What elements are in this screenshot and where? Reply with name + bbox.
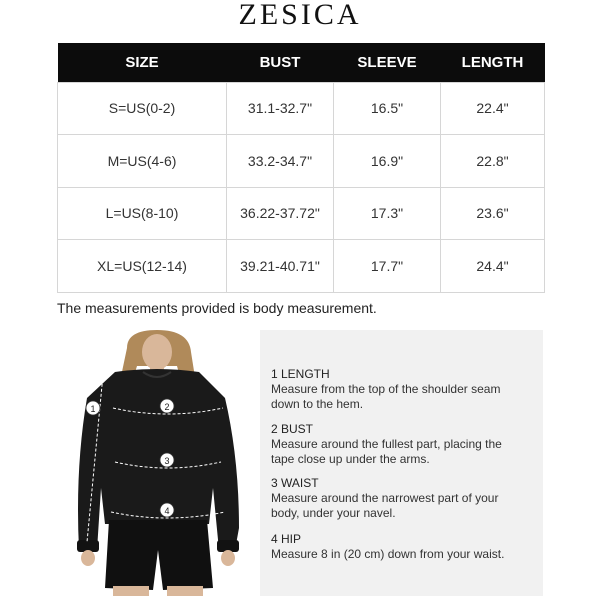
guide-title: 3 WAIST (271, 476, 319, 490)
cell-size: XL=US(12-14) (58, 240, 227, 293)
measurement-guide-panel (260, 330, 543, 596)
cell-bust: 33.2-34.7" (227, 135, 334, 188)
svg-text:2: 2 (164, 402, 170, 412)
cell-size: L=US(8-10) (58, 187, 227, 240)
measurement-note: The measurements provided is body measurement. (57, 300, 377, 316)
cell-length: 23.6" (441, 187, 545, 240)
svg-text:4: 4 (164, 506, 170, 516)
guide-description: Measure from the top of the shoulder seam down to the hem. (271, 382, 501, 411)
cell-bust: 31.1-32.7" (227, 82, 334, 135)
table-header-row (58, 43, 545, 82)
cell-length: 22.8" (441, 135, 545, 188)
guide-item-waist (271, 476, 521, 521)
guide-item-hip (271, 532, 521, 562)
svg-text:1: 1 (90, 404, 96, 414)
guide-description: Measure around the fullest part, placing the tape close up under the arms. (271, 437, 502, 466)
cell-sleeve: 16.5" (334, 82, 441, 135)
marker-3-waist (160, 453, 174, 467)
cell-sleeve: 16.9" (334, 135, 441, 188)
header-bust: BUST (227, 43, 334, 82)
guide-description: Measure around the narrowest part of your body, under your navel. (271, 491, 499, 520)
table-row (58, 82, 545, 135)
guide-title: 1 LENGTH (271, 367, 330, 381)
table-row (58, 187, 545, 240)
guide-description: Measure 8 in (20 cm) down from your waist. (271, 547, 505, 561)
header-length: LENGTH (441, 43, 545, 82)
size-chart-table (57, 43, 545, 293)
cell-size: M=US(4-6) (58, 135, 227, 188)
guide-item-length (271, 367, 521, 412)
guide-item-bust (271, 422, 521, 467)
cell-sleeve: 17.7" (334, 240, 441, 293)
guide-title: 4 HIP (271, 532, 302, 546)
cell-length: 22.4" (441, 82, 545, 135)
cell-sleeve: 17.3" (334, 187, 441, 240)
cell-length: 24.4" (441, 240, 545, 293)
header-size: SIZE (58, 43, 227, 82)
cell-size: S=US(0-2) (58, 82, 227, 135)
marker-2-bust (160, 399, 174, 413)
table-row (58, 240, 545, 293)
marker-1-length (86, 401, 100, 415)
svg-text:3: 3 (164, 456, 170, 466)
table-row (58, 135, 545, 188)
brand-logo: ZESICA (238, 0, 362, 31)
header-sleeve: SLEEVE (334, 43, 441, 82)
model-figure-illustration (57, 328, 252, 596)
cell-bust: 39.21-40.71" (227, 240, 334, 293)
guide-title: 2 BUST (271, 422, 314, 436)
shorts-shape (105, 520, 213, 590)
marker-4-hip (160, 503, 174, 517)
cell-bust: 36.22-37.72" (227, 187, 334, 240)
